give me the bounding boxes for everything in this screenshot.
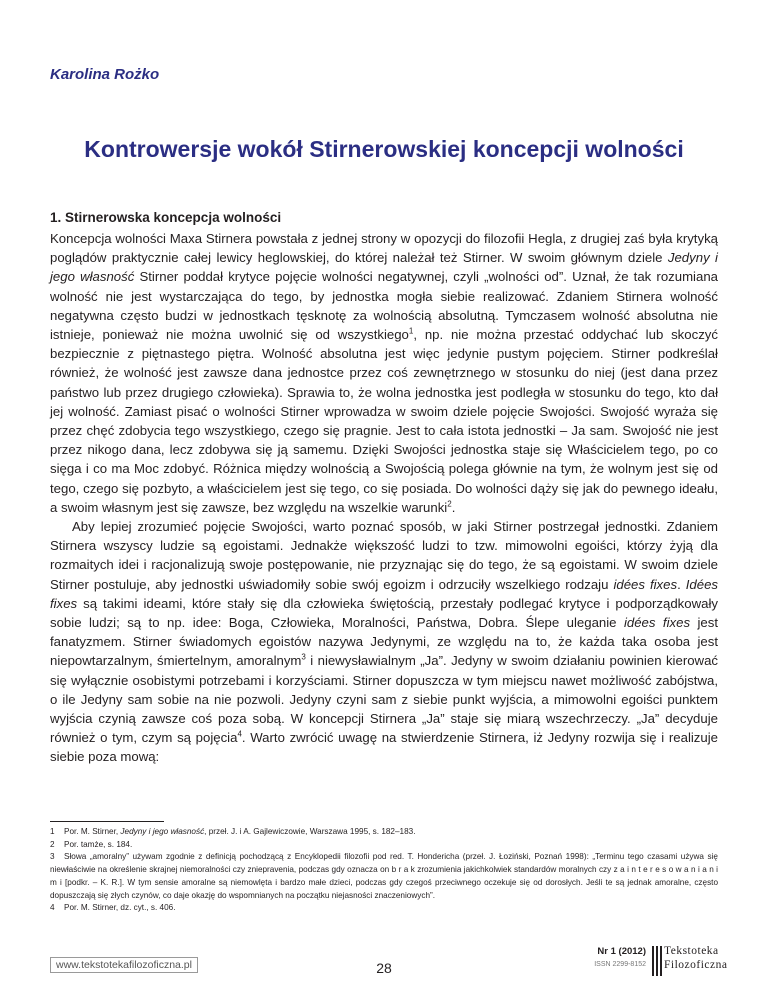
footnote-ref-4[interactable]: 4 (237, 729, 242, 739)
footnote-4: 4 Por. M. Stirner, dz. cyt., s. 406. (50, 903, 176, 913)
paragraph-2: Aby lepiej zrozumieć pojęcie Swojości, warto poznać sposób, w jaki Stirner postrzegał jednostki. Zdaniem Stirnera wszyscy ludzie są egoistami. Jednakże większość ludzi to tzw. mimowolni egoiści, którzy żyją dla rozmaitych idei i racjonalizują swoje postępowanie, nie przyznając się do tego, że są egoistami. W swoim dziele Stirner postuluje, aby jednostki uświadomiły sobie swój egoizm i odrzuciły wszelkiego rodzaju idées fixes. Idées fixes są takimi ideami, które stały się dla człowieka świętością, przestały podlegać krytyce i podporządkowały sobie ludzi; są to np. idee: Boga, Człowieka, Moralności, Państwa, Dobra. Ślepe uleganie idées fixes jest fanatyzmem. Stirner świadomych egoistów nazywa Jedynymi, ze względu na to, że każda taka osoba jest niepowtarzalnym, śmiertelnym, amoralnym$^3$ i niewysławialnym „Ja”. Jedyny w swoim działaniu powinien kierować się wyłącznie osobistymi potrzebami i korzyściami. Stirner dopuszcza w tym miejscu nawet możliwość zabójstwa, o ile Jedyny sam sobie na nie pozwoli. Jedyny czyni sam z siebie punkt wyjścia, a mimowolni egoiści punktem wyjścia czynią zawsze coś poza sobą. W koncepcji Stirnera „Ja” staje się miarą wszechrzeczy. „Ja” decyduje również o tym, czym są pojęcia$^4$. Warto zwrócić uwagę na stwierdzenie Stirnera, iż Jedyny rozwija się i realizuje siebie poza mową: (50, 519, 719, 765)
footnote-3: 3 Słowa „amoralny” używam zgodnie z definicją pochodzącą z Encyklopedii filozofii pod red. T. Hondericha (przeł. J. Łoziński, Poznań 1998): „Terminu tego czasami używa się niewłaściwie na określenie skrajnej niemoralności czy zniepravenia, podczas gdy oznacza on b r a k zrozumienia jakichkolwiek standardów moralnych czy z a i n t e r e s o w a n i a n i m i [podkr. – K. R.]. W tym sensie amoralne są niemowlęta i bardzo małe dzieci, podczas gdy czegoś przeciwnego oczekuje się od dorosłych. Jeśli te są jednak amoralne, często dopuszczają się złych czynów, co daje okazję do wspomnianych na początku niejasności znaczeniowych”. (50, 852, 718, 900)
book-title: Jedyny i jego własność (50, 250, 718, 285)
issue-info (594, 946, 646, 968)
journal-logo: Tekstoteka Filozoficzna (664, 945, 728, 971)
website-link[interactable]: www.tekstotekafilozoficzna.pl (50, 957, 198, 973)
page-number: 28 (376, 960, 392, 976)
issn: ISSN 2299-8152 (594, 961, 646, 968)
footnote-1: 1 Por. M. Stirner, Jedyny i jego własność, przeł. J. i A. Gajlewiczowie, Warszawa 1995, s. 182–183. (50, 827, 416, 836)
term-idees-fixes: idées fixes (613, 576, 678, 592)
article-title: Kontrowersje wokół Stirnerowskiej koncepcji wolności (84, 136, 684, 162)
term-idees-fixes: idées fixes (623, 615, 691, 631)
journal-logo-icon (652, 946, 662, 976)
footnote-ref-2[interactable]: 2 (447, 499, 452, 509)
paragraph-1: Koncepcja wolności Maxa Stirnera powstała z jednej strony w opozycji do filozofii Hegla, z drugiej zaś była krytyką poglądów praktycznie całej lewicy heglowskiej, do której należał też Stirner. W swoim głównym dziele Jedyny i jego własność Stirner poddał krytyce pojęcie wolności negatywnej, czyli „wolności od”. Uznał, że tak rozumiana wolność nie jest wystarczająca do tego, by jednostka mogła siebie realizować. Zdaniem Stirnera wolność negatywna często budzi w jednostkach tęsknotę za wolnością absolutną. Tymczasem wolność absolutna nie istnieje, ponieważ nie można uwolnić się od wszystkiego$^1$, np. nie można przestać oddychać lub skoczyć bezpiecznie z piętnastego piętra. Wolność absolutna jest więc jedynie pustym pojęciem. Stirner podkreślał również, że wolność jest zawsze dana jednostce przez coś zewnętrznego w stosunku do niej (jest dana przez państwo lub przez drugiego człowieka). Sprawia to, że wolna jednostka jest podległa w stosunku do tego, kto dał jej wolność. Zamiast pisać o wolności Stirner wprowadza w swoim dziele pojęcie Swojości. Swojość wyraża się przez chęć zdobycia tego wszystkiego, czego się pragnie. Jest to cała istota jednostki – Ja sam. Swojość nie jest przez nikogo dana, lecz zdobywa się ją samemu. Dzięki Swojości jednostka staje się Właścicielem tego, po co sięga i co ma Moc zdobyć. Różnica między wolnością a Swojością polega głównie na tym, że wolnym jest się od tego, czego się pozbyto, a właścicielem jest się tego, co się posiada. Do wolności dąży się jak do pewnego ideału, a swoim własnym jest się zawsze, bez względu na wszelkie warunki$^2$. (50, 231, 718, 515)
term-idees-fixes: Idées fixes (50, 576, 718, 611)
footnote-ref-1[interactable]: 1 (408, 326, 414, 336)
author-name: Karolina Rożko (50, 66, 160, 83)
footnote-2: 2 Por. tamże, s. 184. (50, 839, 133, 849)
section-heading: 1. Stirnerowska koncepcja wolności (50, 210, 282, 225)
issue-number: Nr 1 (2012) (597, 946, 646, 957)
footnote-ref-3[interactable]: 3 (301, 653, 306, 663)
footnote-divider (50, 821, 164, 822)
article-body (50, 229, 718, 767)
footnotes (50, 826, 718, 915)
